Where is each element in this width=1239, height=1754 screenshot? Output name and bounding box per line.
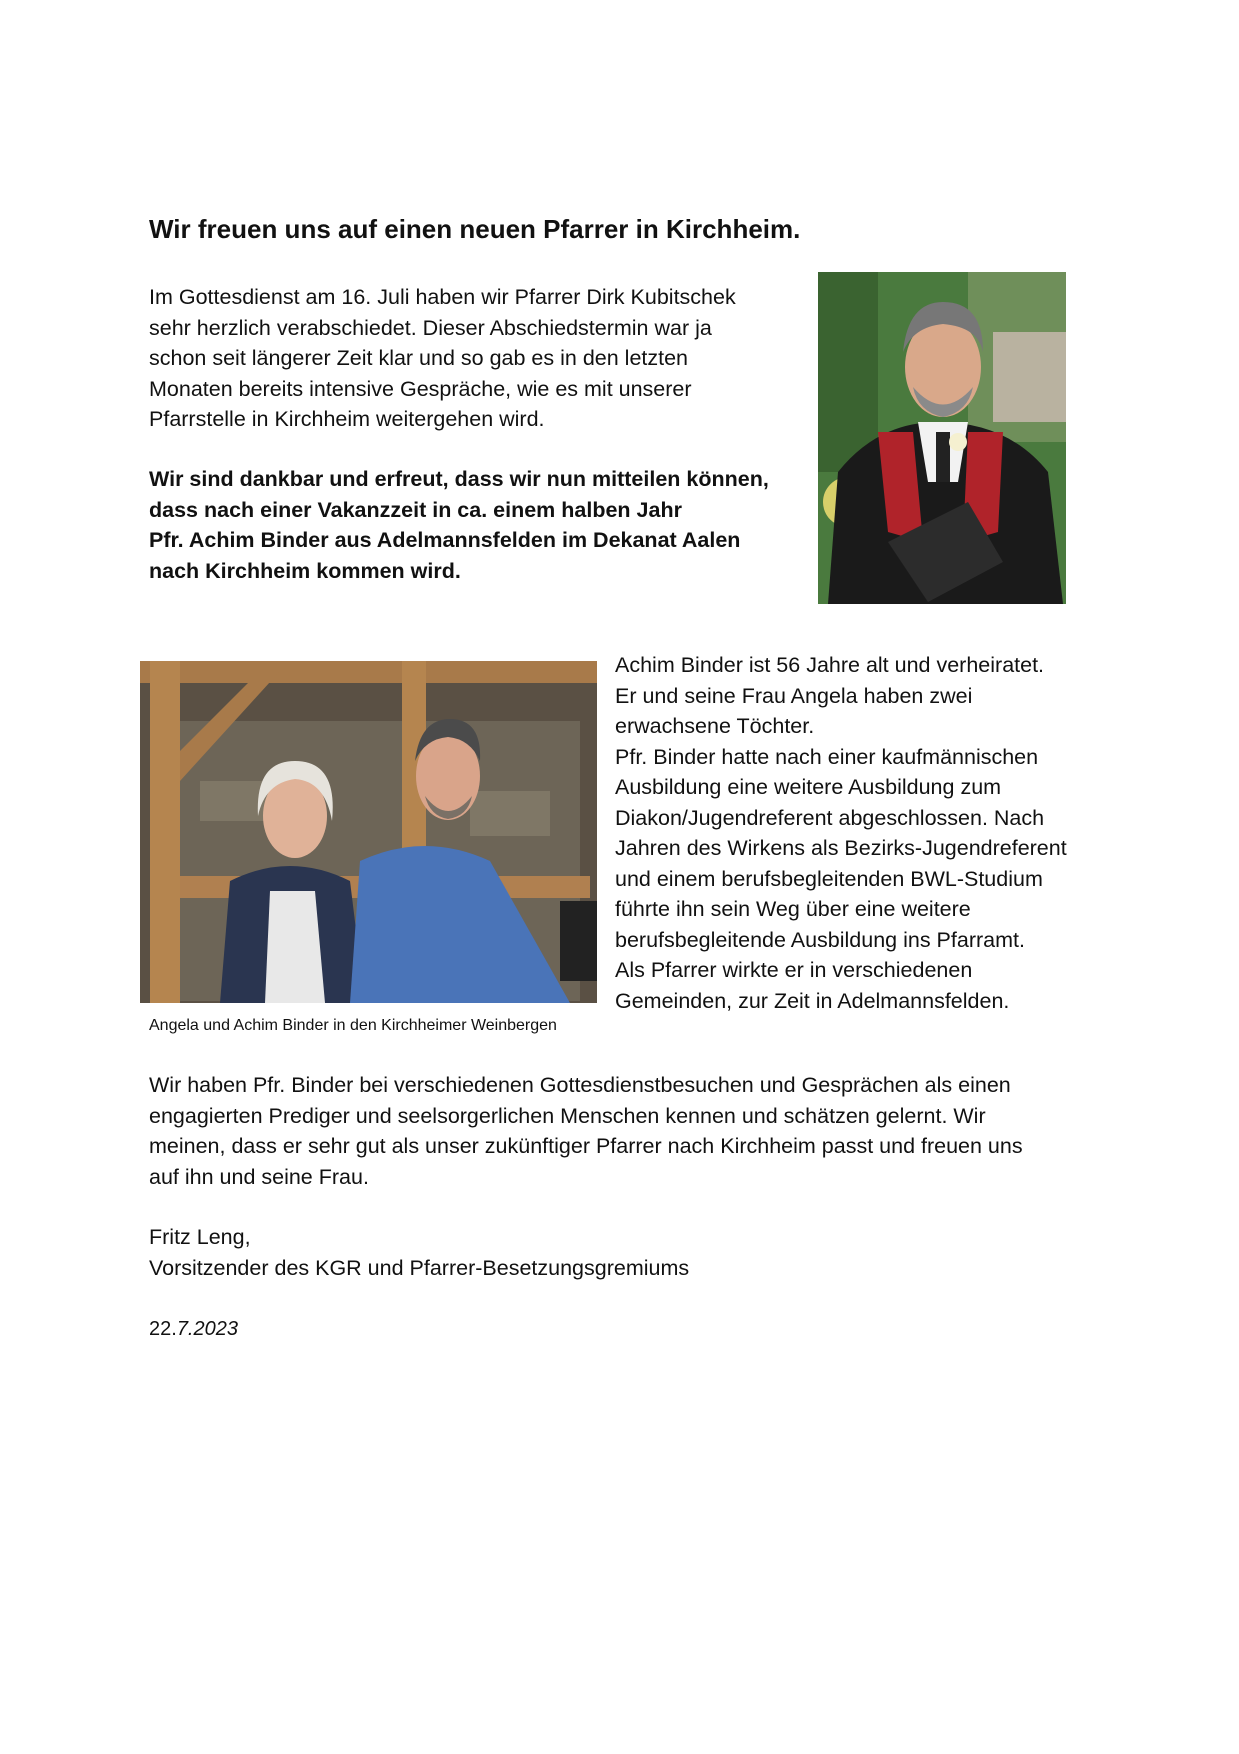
intro-line: Im Gottesdienst am 16. Juli haben wir Pfarrer Dirk Kubitschek xyxy=(149,285,736,309)
intro-paragraph xyxy=(149,282,736,435)
bio-line: führte ihn sein Weg über eine weitere xyxy=(615,897,971,921)
bio-line: berufsbegleitende Ausbildung ins Pfarramt. xyxy=(615,927,1025,952)
intro-line: schon seit längerer Zeit klar und so gab es in den letzten xyxy=(149,346,689,370)
signer-role: Vorsitzender des KGR und Pfarrer-Besetzungsgremiums xyxy=(149,1255,690,1280)
intro-line: Pfarrstelle in Kirchheim weitergehen wird. xyxy=(149,407,545,431)
bio-line: Achim Binder ist 56 Jahre alt und verheiratet. xyxy=(615,653,1045,677)
couple-photo xyxy=(140,661,597,1003)
signer-name: Fritz Leng, xyxy=(149,1225,251,1249)
date-rest: 7.2023 xyxy=(176,1318,238,1340)
bio-line: Gemeinden, zur Zeit in Adelmannsfelden. xyxy=(615,988,1010,1013)
announcement-line: Wir sind dankbar und erfreut, dass wir nun mitteilen können, xyxy=(149,467,769,491)
intro-line: sehr herzlich verabschiedet. Dieser Abschiedstermin war ja xyxy=(149,315,712,340)
bio-line: Jahren des Wirkens als Bezirks-Jugendreferent xyxy=(615,836,1067,860)
portrait-photo xyxy=(818,272,1066,604)
closing-line: auf ihn und seine Frau. xyxy=(149,1164,369,1189)
announcement-line: nach Kirchheim kommen wird. xyxy=(149,558,461,583)
bio-line: und einem berufsbegleitenden BWL-Studium xyxy=(615,866,1043,891)
bio-line: Er und seine Frau Angela haben zwei xyxy=(615,683,973,708)
signature-block xyxy=(149,1222,689,1283)
bio-line: Diakon/Jugendreferent abgeschlossen. Nach xyxy=(615,805,1045,830)
closing-line: meinen, dass er sehr gut als unser zukünftiger Pfarrer nach Kirchheim passt und freuen uns xyxy=(149,1134,1023,1158)
page-title: Wir freuen uns auf einen neuen Pfarrer in Kirchheim. xyxy=(149,214,801,244)
bio-line: Pfr. Binder hatte nach einer kaufmännischen xyxy=(615,744,1039,769)
announcement-line: Pfr. Achim Binder aus Adelmannsfelden im Dekanat Aalen xyxy=(149,528,741,552)
bio-paragraph xyxy=(615,650,1067,1016)
photo-caption: Angela und Achim Binder in den Kirchheimer Weinbergen xyxy=(149,1017,557,1034)
document-date xyxy=(149,1318,238,1341)
bio-line: Ausbildung eine weitere Ausbildung zum xyxy=(615,775,1002,799)
intro-line: Monaten bereits intensive Gespräche, wie es mit unserer xyxy=(149,376,692,401)
announcement-line: dass nach einer Vakanzzeit in ca. einem halben Jahr xyxy=(149,497,682,522)
closing-line: engagierten Prediger und seelsorgerlichen Menschen kennen und schätzen gelernt. Wir xyxy=(149,1103,986,1128)
bio-line: erwachsene Töchter. xyxy=(615,714,815,738)
date-prefix: 22. xyxy=(149,1318,177,1340)
bio-line: Als Pfarrer wirkte er in verschiedenen xyxy=(615,958,973,982)
closing-paragraph xyxy=(149,1070,1023,1192)
closing-line: Wir haben Pfr. Binder bei verschiedenen Gottesdienstbesuchen und Gesprächen als einen xyxy=(149,1073,1011,1097)
announcement-paragraph xyxy=(149,464,769,586)
